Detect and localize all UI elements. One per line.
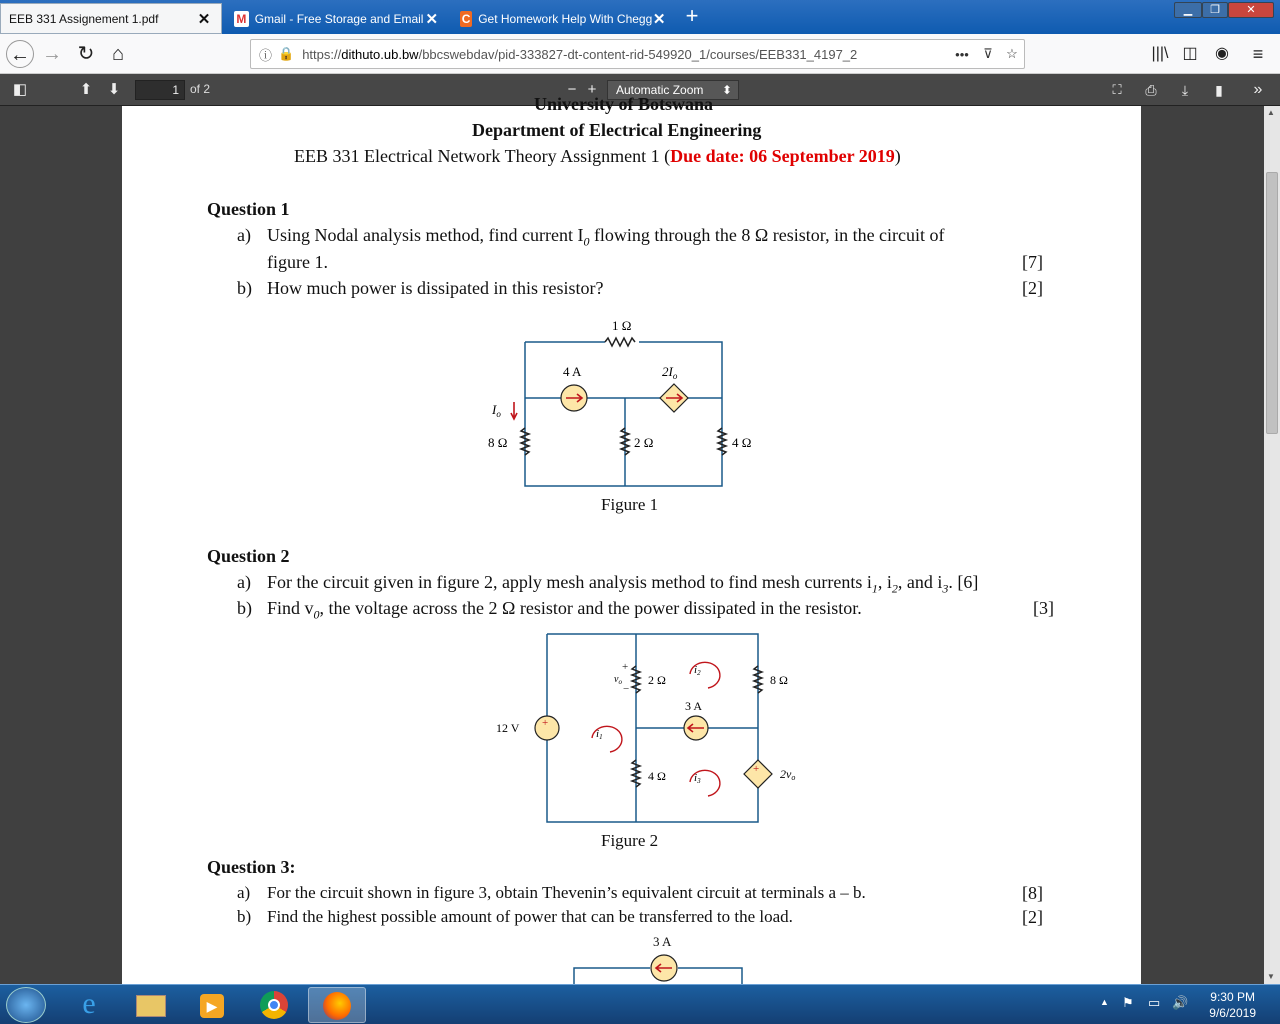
scrollbar-thumb[interactable] (1266, 172, 1278, 434)
fig1-r4-label: 4 Ω (732, 435, 752, 450)
fig1-cs-label: 4 A (563, 364, 582, 379)
volume-icon[interactable]: 🔊 (1172, 995, 1189, 1010)
figure-2-circuit (492, 626, 822, 826)
q2a-label: a) (237, 572, 251, 592)
show-hidden-icons[interactable]: ▲ (1100, 997, 1109, 1007)
close-icon[interactable]: ✕ (425, 10, 439, 28)
clock-time: 9:30 PM (1210, 990, 1255, 1004)
question-1-title: Question 1 (207, 199, 290, 219)
page-number-input[interactable]: 1 (135, 80, 185, 100)
figure-1-caption: Figure 1 (601, 495, 659, 514)
q2a-text: For the circuit given in figure 2, apply mesh analysis method to find mesh currents $i_1$, $i_2$, and $i_3$. [6] (267, 572, 979, 596)
chevron-down-icon: ⬍ (721, 83, 732, 97)
q1a-marks: [7] (1022, 252, 1043, 272)
url-host: dithuto.ub.bw (341, 46, 419, 62)
course-title (294, 146, 901, 167)
fig3-cs-label: 3 A (653, 934, 672, 949)
fig2-i3-label: i3 (694, 772, 701, 785)
fig2-r2-label: 2 Ω (648, 673, 666, 687)
q3b-marks: [2] (1022, 907, 1043, 927)
pdf-page (122, 94, 1141, 984)
url-prefix: https:// (302, 46, 342, 62)
zoom-out-icon[interactable]: − (567, 81, 577, 98)
page-actions-button[interactable]: ••• (955, 46, 969, 62)
presentation-mode-icon[interactable]: ⛶ (1112, 82, 1122, 97)
fig2-r8-label: 8 Ω (770, 673, 788, 687)
fig1-r2-label: 2 Ω (634, 435, 654, 450)
page-count: of 2 (190, 82, 211, 96)
current-arrow-icon (511, 402, 517, 419)
fig2-i2-label: i2 (694, 664, 701, 677)
q1a-label: a) (237, 225, 251, 245)
back-button[interactable]: ← (6, 40, 34, 68)
fig2-r4-label: 4 Ω (648, 769, 666, 783)
gmail-icon: M (234, 11, 249, 27)
reload-button[interactable]: ↻ (77, 43, 95, 65)
bookmark-icon[interactable]: ▮ (1215, 82, 1223, 98)
tab-chegg[interactable] (452, 3, 674, 34)
tab-title: EEB 331 Assignement 1.pdf (9, 11, 159, 26)
q1b-label: b) (237, 278, 252, 298)
fig2-dep-label: 2vo (780, 767, 796, 782)
chrome-icon[interactable] (246, 987, 304, 1023)
due-date: Due date: 06 September 2019 (670, 146, 895, 166)
figure-1-circuit (472, 306, 752, 496)
q1b-text: How much power is dissipated in this resistor? (267, 278, 604, 298)
q2b-text: Find $v_0$, the voltage across the 2 Ω resistor and the power dissipated in the resistor. (267, 598, 862, 622)
restore-button[interactable]: ❐ (1202, 2, 1228, 18)
internet-explorer-icon[interactable]: e (82, 987, 96, 1020)
university-name: University of Botswana (534, 94, 713, 114)
question-2-title: Question 2 (207, 546, 290, 566)
q1a-text: Using Nodal analysis method, find current $I_0$ flowing through the 8 Ω resistor, in the circuit of (267, 225, 945, 249)
tab-gmail[interactable] (226, 3, 448, 34)
tab-title: Get Homework Help With Chegg (478, 11, 653, 26)
course-text: EEB 331 Electrical Network Theory Assignment 1 ( (294, 146, 671, 166)
fig1-dep-label: $2I_o$ (662, 364, 678, 381)
q3b-text: Find the highest possible amount of power that can be transferred to the load. (267, 907, 793, 926)
fig1-io-label: $I_o$ (492, 402, 501, 419)
minimize-button[interactable]: ▁ (1174, 2, 1202, 18)
sidebar-toggle-icon[interactable]: ◧ (12, 81, 28, 98)
svg-text:+: + (542, 717, 549, 729)
taskbar (0, 984, 1280, 1024)
q3b-label: b) (237, 907, 252, 926)
scroll-up-icon[interactable]: ▲ (1267, 108, 1275, 117)
url-bar[interactable] (250, 39, 1025, 69)
tab-title: Gmail - Free Storage and Email (254, 11, 424, 26)
q3a-marks: [8] (1022, 883, 1043, 903)
pocket-icon[interactable]: ⊽ (983, 46, 993, 61)
new-tab-button[interactable]: + (685, 3, 699, 28)
q1b-marks: [2] (1022, 278, 1043, 298)
svg-text:−: − (623, 683, 630, 695)
fig2-i1-label: i1 (596, 728, 603, 741)
sidebar-icon[interactable]: ◫ (1182, 45, 1198, 62)
tools-icon[interactable]: » (1253, 81, 1263, 98)
media-player-icon[interactable]: ▶ (184, 987, 242, 1023)
scroll-down-icon[interactable]: ▼ (1267, 972, 1275, 981)
svg-text:+: + (622, 661, 629, 673)
download-icon[interactable]: ⤓ (1181, 82, 1189, 98)
action-center-icon[interactable]: ⚑ (1122, 995, 1134, 1010)
close-icon[interactable]: ✕ (197, 10, 211, 28)
file-explorer-icon[interactable] (122, 987, 180, 1023)
url-path: /bbcswebdav/pid-333827-dt-content-rid-549920_1/courses/EEB331_4197_2 (418, 46, 858, 62)
chegg-icon: C (461, 11, 471, 26)
fig2-vo-label: $v_o$ (614, 674, 622, 686)
close-icon[interactable]: ✕ (652, 10, 666, 28)
figure-2-caption: Figure 2 (601, 831, 659, 850)
fig1-r1-label: 1 Ω (612, 318, 632, 333)
q1a-text-2: figure 1. (267, 252, 328, 272)
tab-bar (0, 0, 1280, 34)
clock-date: 9/6/2019 (1209, 1006, 1256, 1020)
library-icon[interactable]: |||\ (1151, 45, 1169, 62)
fig1-r8-label: 8 Ω (488, 435, 508, 450)
previous-page-icon[interactable]: ⬆ (79, 81, 93, 98)
q2b-marks: [3] (1033, 598, 1054, 618)
bookmark-star-icon[interactable]: ☆ (1006, 46, 1018, 61)
q3a-text: For the circuit shown in figure 3, obtain Thevenin’s equivalent circuit at terminals a – b. (267, 883, 866, 902)
q2b-label: b) (237, 598, 252, 618)
pdf-viewer (0, 94, 1280, 984)
system-clock[interactable] (1209, 989, 1256, 1021)
print-icon[interactable]: ⎙ (1145, 82, 1157, 98)
home-icon[interactable]: ⌂ (111, 43, 125, 65)
firefox-icon[interactable] (308, 987, 366, 1023)
lock-icon: 🔒 (278, 46, 295, 61)
zoom-in-icon[interactable]: + (587, 81, 597, 98)
fig2-vs-label: 12 V (496, 721, 520, 735)
menu-icon[interactable]: ≡ (1252, 44, 1264, 64)
tab-pdf[interactable] (0, 3, 222, 34)
navigation-bar (0, 34, 1280, 74)
account-icon[interactable]: ◉ (1215, 45, 1229, 62)
fig2-cs-label: 3 A (685, 699, 703, 713)
svg-text:+: + (753, 763, 760, 775)
department-title: Department of Electrical Engineering (472, 120, 762, 140)
next-page-icon[interactable]: ⬇ (107, 81, 121, 98)
course-end: ) (894, 146, 901, 166)
vertical-scrollbar[interactable] (1264, 106, 1280, 984)
start-button[interactable] (6, 987, 46, 1023)
forward-button[interactable]: → (42, 43, 62, 65)
q3a-label: a) (237, 883, 251, 902)
figure-3-circuit (562, 952, 752, 984)
question-3-title: Question 3: (207, 857, 296, 877)
zoom-value: Automatic Zoom (616, 83, 704, 97)
info-icon[interactable]: ⓘ (259, 47, 273, 63)
window-close-button[interactable]: ✕ (1228, 2, 1274, 18)
network-icon[interactable]: ▭ (1148, 995, 1161, 1010)
